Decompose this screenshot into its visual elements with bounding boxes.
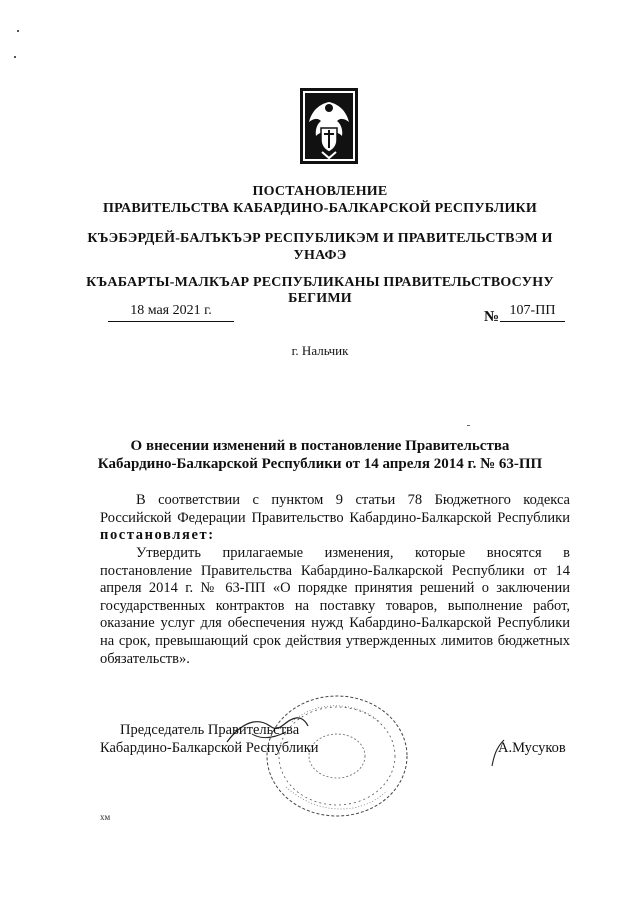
document-date-text: 18 мая 2021 г. [130,303,212,318]
paragraph-1-emphasis: постановляет: [100,527,215,544]
signatory-name: А.Мусуков [498,740,566,756]
coat-of-arms-emblem [300,88,358,164]
resolution-title-line1: О внесении изменений в постановление Правительства [130,438,510,454]
city-label: г. Нальчик [291,343,349,358]
signatory-position-line2: Кабардино-Балкарской Республики [100,740,319,756]
kabardian-title-line1: КЪЭБЭРДЕЙ-БАЛЪКЪЭР РЕСПУБЛИКЭМ И ПРАВИТЕЛЬСТВЭМ И [87,231,553,246]
document-date [108,303,234,322]
document-number-text: 107-ПП [509,303,556,318]
signatory-position-line1: Председатель Правительства [120,722,300,738]
body-paragraph-1 [100,492,570,545]
footer-mark: хм [100,812,111,822]
government-name-ru: ПРАВИТЕЛЬСТВА КАБАРДИНО-БАЛКАРСКОЙ РЕСПУБЛИКИ [102,201,538,216]
document-number [500,303,565,322]
paragraph-2-text: Утвердить прилагаемые изменения, которые вносятся в постановление Правительства Кабардино-Балкарской Республики от 14 апреля 2014 г. № 63-ПП «О порядке принятия решений о заключении государственных контрактов на поставку товаров, выполнение работ, оказание услуг для обеспечения нужд Кабардино-Балкарской Республики на срок, превышающий срок действия утвержденных лимитов бюджетных обязательств». [100,545,570,667]
scan-speck [17,30,19,32]
number-sign: № [484,309,500,325]
balkar-title-line1: КЪАБАРТЫ-МАЛКЪАР РЕСПУБЛИКАНЫ ПРАВИТЕЛЬСТВОСУНУ [86,275,554,290]
body-paragraph-2 [100,545,570,668]
balkar-title-line2: БЕГИМИ [288,291,352,306]
scan-speck [467,425,470,426]
kabardian-title-line2: УНАФЭ [293,248,347,263]
doc-type-heading: ПОСТАНОВЛЕНИЕ [252,184,388,199]
resolution-title-line2: Кабардино-Балкарской Республики от 14 апреля 2014 г. № 63-ПП [97,456,543,472]
paragraph-1-text: В соответствии с пунктом 9 статьи 78 Бюджетного кодекса Российской Федерации Правительство Кабардино-Балкарской Республики [100,492,570,526]
scan-speck [14,56,16,58]
